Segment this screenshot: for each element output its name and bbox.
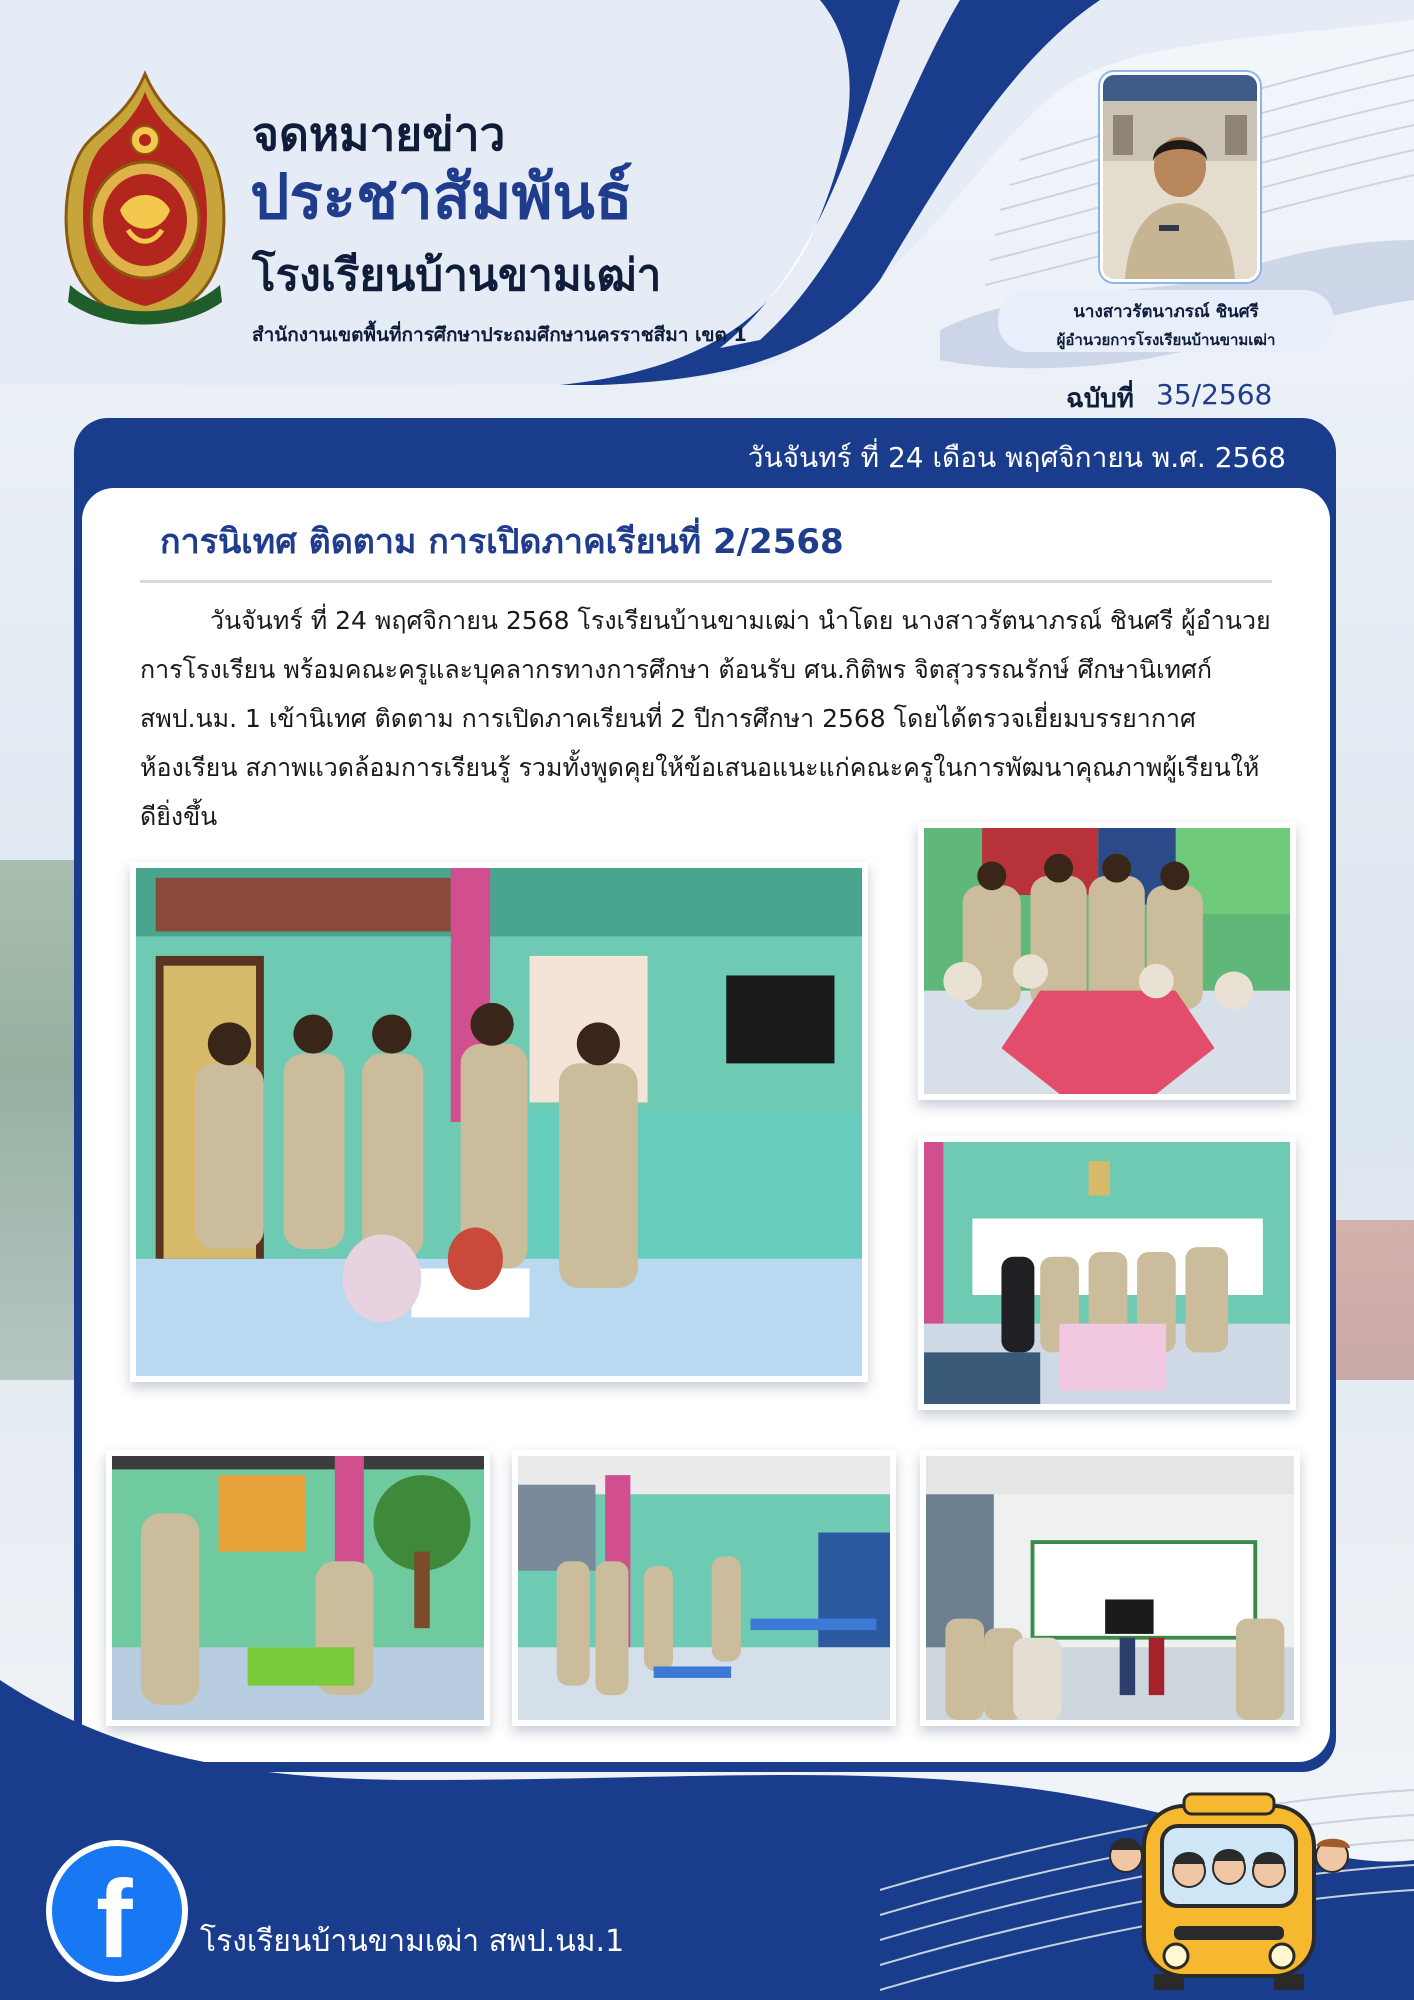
newsletter-title-line1: จดหมายข่าว [252,107,506,161]
date-line: วันจันทร์ ที่ 24 เดือน พฤศจิกายน พ.ศ. 2568 [747,441,1286,474]
director-caption [998,290,1334,352]
article-headline: การนิเทศ ติดตาม การเปิดภาคเรียนที่ 2/2568 [160,522,844,562]
issue-label: ฉบับที่ [1066,384,1134,414]
headline-divider [140,580,1272,583]
facebook-icon[interactable]: f [52,1846,182,1976]
obec-emblem-logo [50,70,240,330]
school-name: โรงเรียนบ้านขามเฒ่า [252,250,662,301]
newsletter-title-line2: ประชาสัมพันธ์ [250,160,633,233]
issue-number: 35/2568 [1156,378,1273,411]
director-photo [1100,72,1260,282]
article-body-text: วันจันทร์ ที่ 24 พฤศจิกายน 2568 โรงเรียนบ้านขามเฒ่า นำโดย นางสาวรัตนาภรณ์ ชินศรี ผู้อำนวยการโรงเรียน พร้อมคณะครูและบุคลากรทางการศึกษา ต้อนรับ ศน.กิติพร จิตสุวรรณรักษ์ ศึกษานิเทศก์ สพป.นม. 1 เข้านิเทศ ติดตาม การเปิดภาคเรียนที่ 2 ปีการศึกษา 2568 โดยได้ตรวจเยี่ยมบรรยากาศห้องเรียน สภาพแวดล้อมการเรียนรู้ รวมทั้งพูดคุยให้ข้อเสนอแนะแก่คณะครูในการพัฒนาคุณภาพผู้เรียนให้ดียิ่งขึ้น [140,606,1271,831]
photo-supervision-classroom-visit [130,862,868,1382]
facebook-page-name[interactable]: โรงเรียนบ้านขามเฒ่า สพป.นม.1 [200,1924,625,1959]
article-body [140,596,1274,841]
office-name: สำนักงานเขตพื้นที่การศึกษาประถมศึกษานครราชสีมา เขต 1 [252,324,747,346]
photo-group-with-students [918,822,1296,1100]
director-name: นางสาวรัตนาภรณ์ ชินศรี [1073,302,1259,322]
director-position: ผู้อำนวยการโรงเรียนบ้านขามเฒ่า [1056,331,1276,349]
background-building [1330,1220,1414,1380]
school-bus-illustration [1104,1786,1354,1992]
photo-classroom-teachers-board [918,1136,1296,1410]
